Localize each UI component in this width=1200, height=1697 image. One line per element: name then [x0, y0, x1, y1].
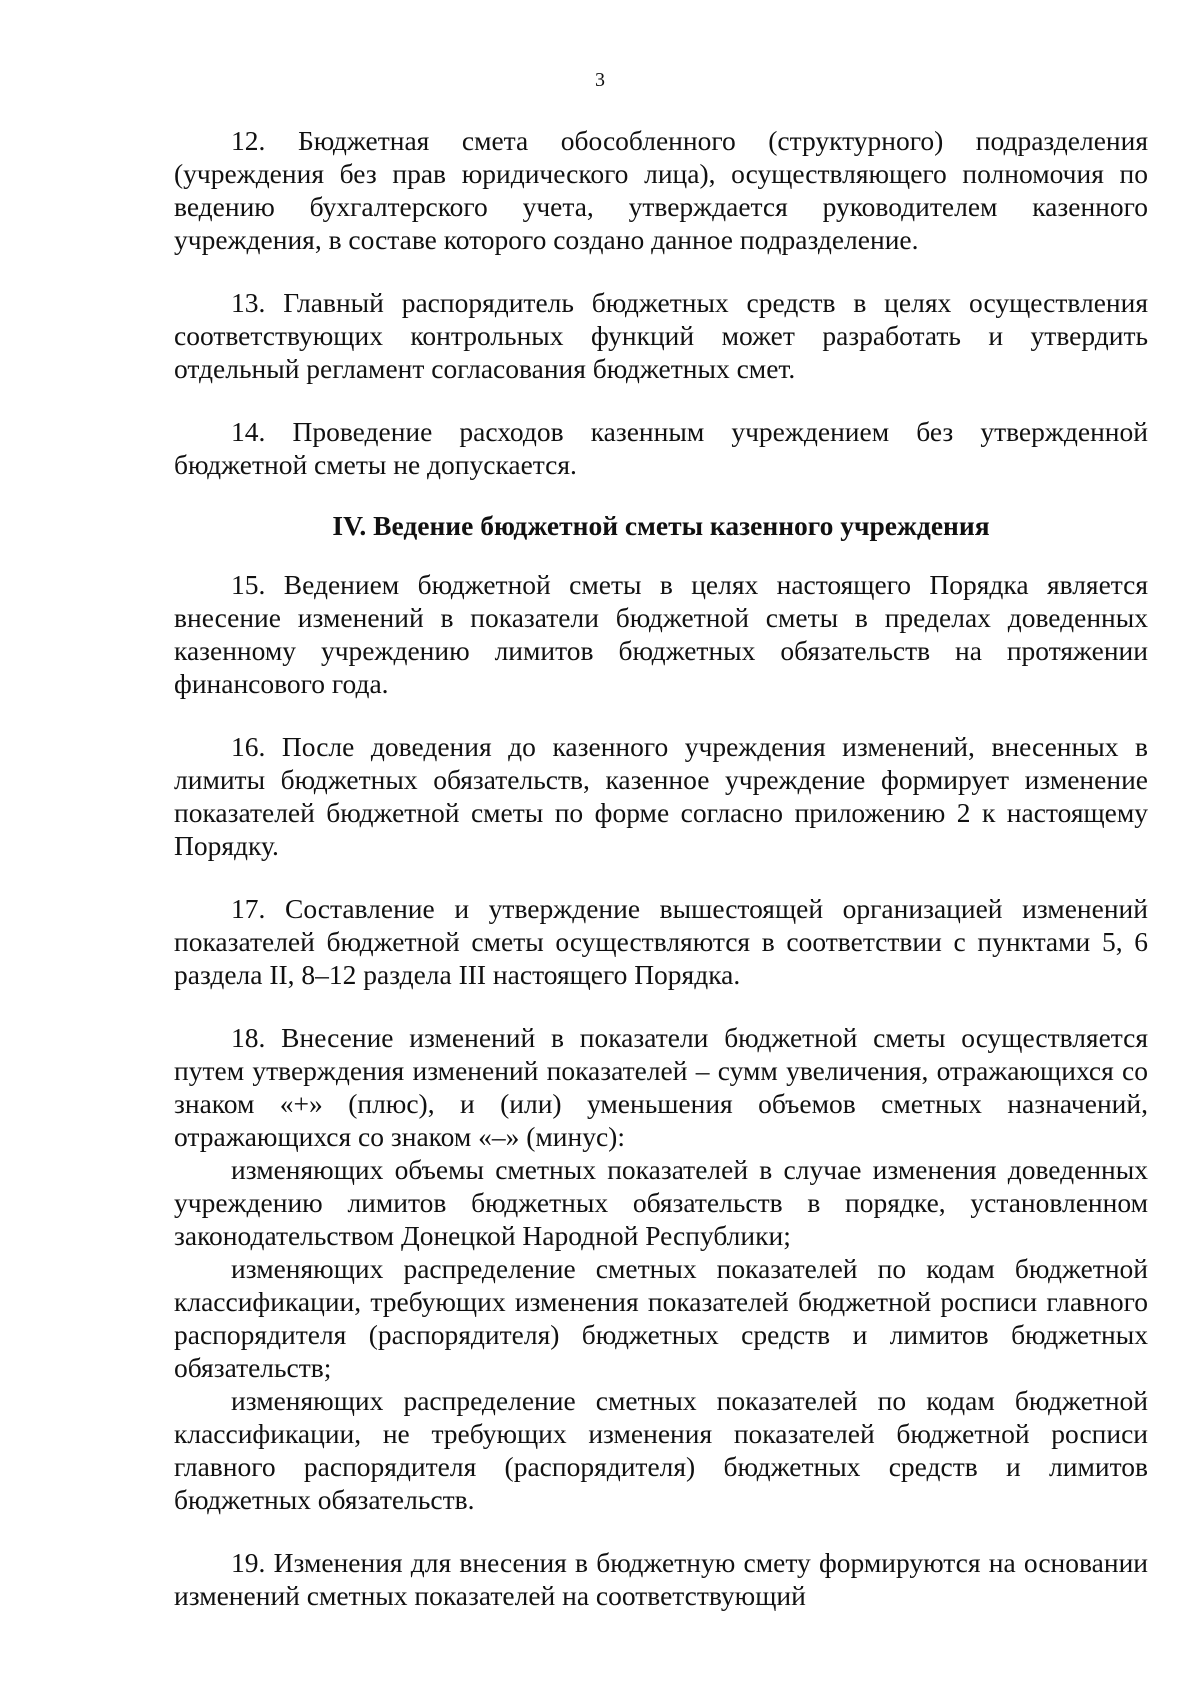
paragraph-18-item-1: изменяющих объемы сметных показателей в случае изменения доведенных учреждению лимитов бюджетных обязательств в порядке, установленном законодательством Донецкой Народной Республики;: [174, 1154, 1148, 1251]
paragraph-12: 12. Бюджетная смета обособленного (структурного) подразделения (учреждения без прав юридического лица), осуществляющего полномочия по ведению бухгалтерского учета, утверждается руководителем казенного учреждения, в составе которого создано данное подразделение.: [174, 125, 1148, 255]
paragraph-19: 19. Изменения для внесения в бюджетную смету формируются на основании изменений сметных показателей на соответствующий: [174, 1547, 1148, 1611]
paragraph-14: 14. Проведение расходов казенным учреждением без утвержденной бюджетной сметы не допускается.: [174, 416, 1148, 480]
paragraph-17: 17. Составление и утверждение вышестоящей организацией изменений показателей бюджетной сметы осуществляются в соответствии с пунктами 5, 6 раздела II, 8–12 раздела III настоящего Порядка.: [174, 893, 1148, 990]
paragraph-13: 13. Главный распорядитель бюджетных средств в целях осуществления соответствующих контрольных функций может разработать и утвердить отдельный регламент согласования бюджетных смет.: [174, 287, 1148, 384]
document-body: [174, 124, 1148, 1612]
paragraph-15: 15. Ведением бюджетной сметы в целях настоящего Порядка является внесение изменений в показатели бюджетной сметы в пределах доведенных казенному учреждению лимитов бюджетных обязательств на протяжении финансового года.: [174, 569, 1148, 699]
paragraph-18-item-2: изменяющих распределение сметных показателей по кодам бюджетной классификации, требующих изменения показателей бюджетной росписи главного распорядителя (распорядителя) бюджетных средств и лимитов бюджетных обязательств;: [174, 1253, 1148, 1383]
paragraph-16: 16. После доведения до казенного учреждения изменений, внесенных в лимиты бюджетных обязательств, казенное учреждение формирует изменение показателей бюджетной сметы по форме согласно приложению 2 к настоящему Порядку.: [174, 731, 1148, 861]
paragraph-18: 18. Внесение изменений в показатели бюджетной сметы осуществляется путем утверждения изменений показателей – сумм увеличения, отражающихся со знаком «+» (плюс), и (или) уменьшения объемов сметных назначений, отражающихся со знаком «–» (минус):: [174, 1022, 1148, 1152]
section-heading: IV. Ведение бюджетной сметы казенного учреждения: [332, 510, 990, 541]
paragraph-18-item-3: изменяющих распределение сметных показателей по кодам бюджетной классификации, не требующих изменения показателей бюджетной росписи главного распорядителя (распорядителя) бюджетных средств и лимитов бюджетных обязательств.: [174, 1385, 1148, 1515]
page-number: 3: [595, 69, 605, 91]
